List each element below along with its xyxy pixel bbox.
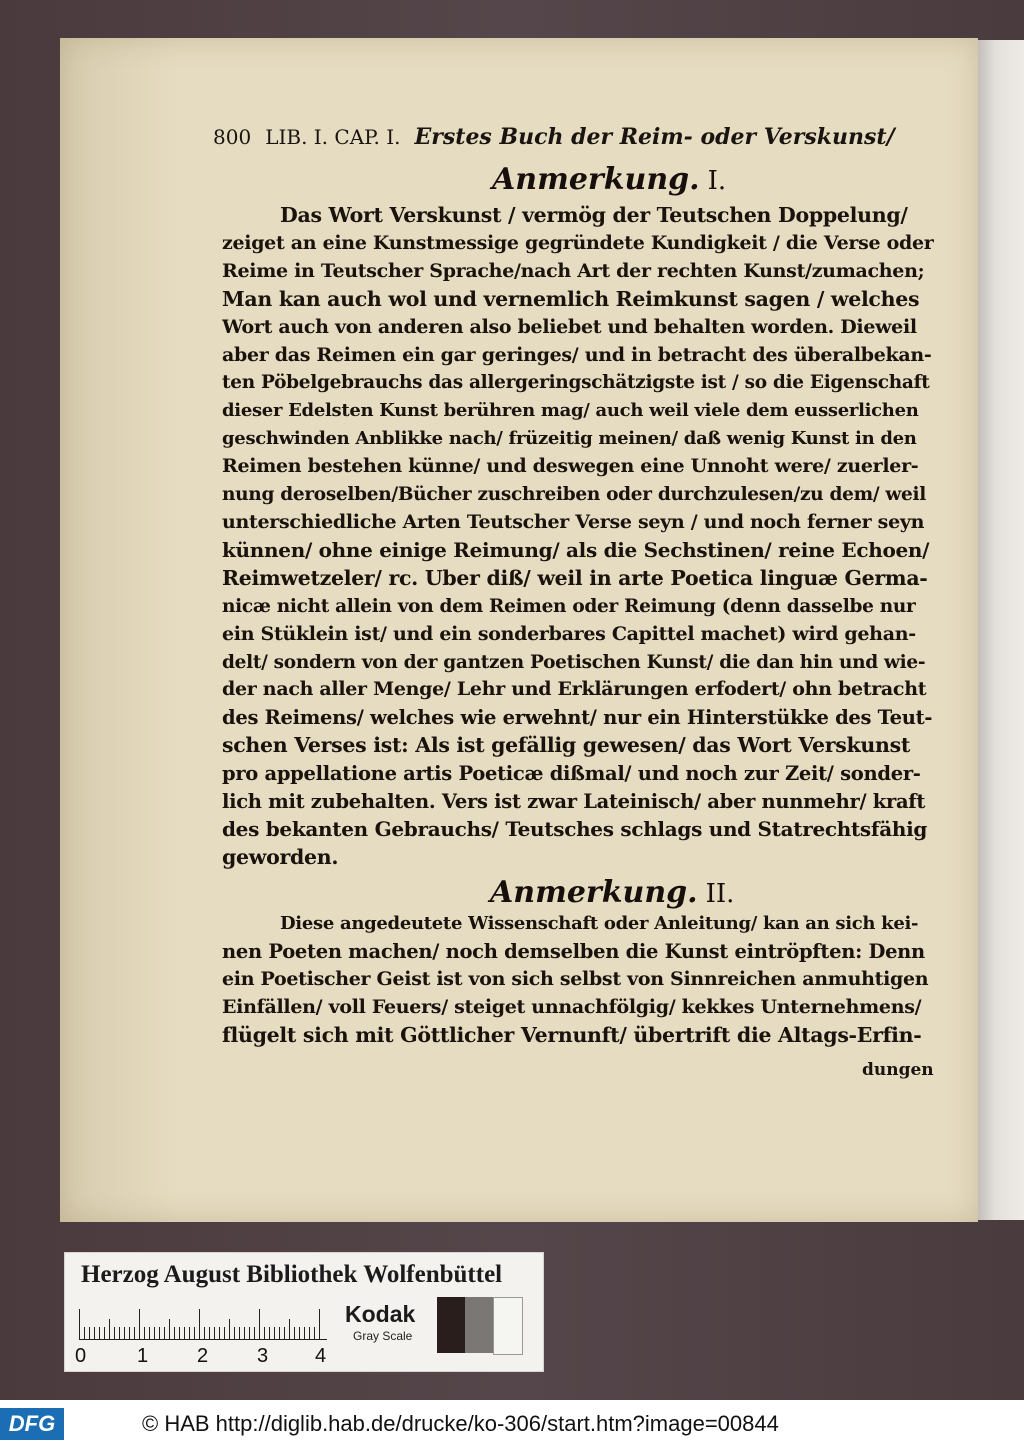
ruler-tick [174, 1327, 175, 1339]
text-line: ein Stüklein ist/ und ein sonderbares Capittel machet) wird gehan- [222, 622, 916, 645]
ruler-tick [314, 1327, 315, 1339]
text-line: pro appellatione artis Poeticæ dißmal/ und noch zur Zeit/ sonder- [222, 762, 921, 786]
ruler-tick [119, 1327, 120, 1339]
gray-patch-light [493, 1297, 523, 1355]
text-line: flügelt sich mit Göttlicher Vernunft/ übertrift die Altags-Erfin- [222, 1022, 922, 1047]
ruler-tick [249, 1327, 250, 1339]
ruler-tick [239, 1327, 240, 1339]
text-line: Das Wort Verskunst / vermög der Teutschen Doppelung/ [280, 203, 908, 227]
ruler-tick [179, 1327, 180, 1339]
text-line: nung deroselben/Bücher zuschreiben oder durchzulesen/zu dem/ weil [222, 484, 926, 506]
text-line: zeiget an eine Kunstmessige gegründete Kundigkeit / die Verse oder [222, 231, 934, 254]
text-line: der nach aller Menge/ Lehr und Erklärungen erfodert/ ohn betracht [222, 678, 927, 701]
text-line: des Reimens/ welches wie erwehnt/ nur ein Hinterstükke des Teut- [222, 706, 933, 730]
catchword: dungen [862, 1060, 934, 1080]
running-head [213, 124, 913, 158]
paragraph-1 [222, 202, 934, 872]
ruler-tick [94, 1327, 95, 1339]
measurement-ruler [79, 1305, 327, 1340]
ruler-tick [139, 1309, 140, 1339]
ruler-number: 1 [137, 1345, 149, 1367]
text-line: delt/ sondern von der gantzen Poetischen Kunst/ die dan hin und wie- [222, 651, 926, 673]
ruler-tick [309, 1327, 310, 1339]
text-line: aber das Reimen ein gar geringes/ und in betracht des überalbekan- [222, 343, 932, 366]
text-line: Man kan auch wol und vernemlich Reimkunst sagen / welches [222, 286, 920, 311]
text-line: lich mit zubehalten. Vers ist zwar Lateinisch/ aber nunmehr/ kraft [222, 790, 926, 814]
ruler-tick [259, 1309, 260, 1339]
text-line: Wort auch von anderen also beliebet und behalten worden. Dieweil [222, 315, 917, 338]
ruler-number: 4 [315, 1345, 327, 1367]
ruler-tick [89, 1327, 90, 1339]
color-reference-card [64, 1252, 544, 1372]
text-line: Einfällen/ voll Feuers/ steiget unnachfölgig/ kekkes Unternehmens/ [222, 995, 922, 1018]
ruler-tick [114, 1327, 115, 1339]
ruler-tick [134, 1327, 135, 1339]
heading-label: Anmerkung. [490, 875, 698, 910]
running-title: Erstes Buch der Reim- oder Verskunst/ [414, 124, 895, 150]
text-line: geschwinden Anblikke nach/ früzeitig meinen/ daß wenig Kunst in den [222, 428, 917, 450]
ruler-tick [199, 1309, 200, 1339]
text-line: Reime in Teutscher Sprache/nach Art der rechten Kunst/zumachen; [222, 259, 925, 282]
ruler-tick [294, 1327, 295, 1339]
text-line: schen Verses ist: Als ist gefällig gewesen/ das Wort Verskunst [222, 733, 911, 758]
ruler-tick [244, 1327, 245, 1339]
adjacent-page-edge [976, 40, 1024, 1220]
ruler-tick [269, 1327, 270, 1339]
text-line: ein Poetischer Geist ist von sich selbst von Sinnreichen anmuhtigen [222, 967, 929, 990]
text-line: Reimen bestehen künne/ und deswegen eine Unnoht were/ zuerler- [222, 455, 919, 478]
ruler-tick [214, 1327, 215, 1339]
text-line: dieser Edelsten Kunst berühren mag/ auch weil viele dem eusserlichen [222, 400, 919, 422]
copyright-link[interactable]: © HAB http://diglib.hab.de/drucke/ko-306/start.htm?image=00844 [142, 1411, 779, 1436]
library-name: Herzog August Bibliothek Wolfenbüttel [81, 1261, 503, 1288]
ruler-tick [109, 1319, 110, 1339]
ruler-tick [159, 1327, 160, 1339]
text-line: Diese angedeutete Wissenschaft oder Anleitung/ kan an sich kei- [280, 913, 919, 934]
ruler-tick [299, 1327, 300, 1339]
paragraph-2 [222, 910, 934, 1050]
ruler-tick [254, 1327, 255, 1339]
gray-scale-label: Gray Scale [353, 1329, 413, 1343]
ruler-tick [304, 1327, 305, 1339]
page-number: 800 [213, 125, 252, 149]
ruler-tick [149, 1327, 150, 1339]
text-line: Reimwetzeler/ rc. Uber diß/ weil in arte Poetica linguæ Germa- [222, 565, 928, 590]
heading-label: Anmerkung. [492, 162, 700, 197]
ruler-tick [194, 1327, 195, 1339]
ruler-number: 0 [75, 1345, 87, 1367]
ruler-tick [274, 1327, 275, 1339]
ruler-tick [224, 1327, 225, 1339]
ruler-tick [279, 1327, 280, 1339]
ruler-tick [84, 1327, 85, 1339]
section-heading-2 [490, 875, 734, 910]
dfg-logo: DFG [0, 1408, 64, 1440]
ruler-tick [289, 1319, 290, 1339]
text-line: nen Poeten machen/ noch demselben die Kunst eintröpften: Denn [222, 939, 925, 963]
ruler-tick [169, 1319, 170, 1339]
ruler-tick [154, 1327, 155, 1339]
ruler-tick [209, 1327, 210, 1339]
ruler-tick [229, 1319, 230, 1339]
ruler-tick [219, 1327, 220, 1339]
ruler-tick [124, 1327, 125, 1339]
section-heading-1 [492, 162, 726, 197]
ruler-number: 2 [197, 1345, 209, 1367]
ruler-tick [284, 1327, 285, 1339]
ruler-tick [99, 1327, 100, 1339]
page-gutter-shadow [60, 38, 180, 1222]
ruler-tick [104, 1327, 105, 1339]
ruler-tick [234, 1327, 235, 1339]
kodak-logo: Kodak [345, 1301, 416, 1327]
ruler-tick [264, 1327, 265, 1339]
ruler-tick [189, 1327, 190, 1339]
ruler-number: 3 [257, 1345, 269, 1367]
text-line: ten Pöbelgebrauchs das allergeringschätzigste ist / so die Eigenschaft [222, 372, 930, 394]
chapter-location: LIB. I. CAP. I. [265, 125, 401, 149]
ruler-tick [319, 1309, 320, 1339]
ruler-tick [144, 1327, 145, 1339]
ruler-tick [184, 1327, 185, 1339]
ruler-tick [204, 1327, 205, 1339]
ruler-tick [79, 1309, 80, 1339]
text-line: nicæ nicht allein von dem Reimen oder Reimung (denn dasselbe nur [222, 595, 916, 617]
text-line: des bekanten Gebrauchs/ Teutsches schlags und Statrechtsfähig [222, 816, 928, 841]
gray-patch-dark [437, 1297, 465, 1353]
text-line: unterschiedliche Arten Teutscher Verse seyn / und noch ferner seyn [222, 510, 925, 533]
text-line: künnen/ ohne einige Reimung/ als die Sechstinen/ reine Echoen/ [222, 537, 930, 562]
heading-number: I. [707, 166, 727, 196]
heading-number: II. [705, 879, 735, 909]
text-line: geworden. [222, 844, 339, 869]
gray-patch-mid [465, 1297, 493, 1353]
ruler-tick [164, 1327, 165, 1339]
ruler-tick [129, 1327, 130, 1339]
